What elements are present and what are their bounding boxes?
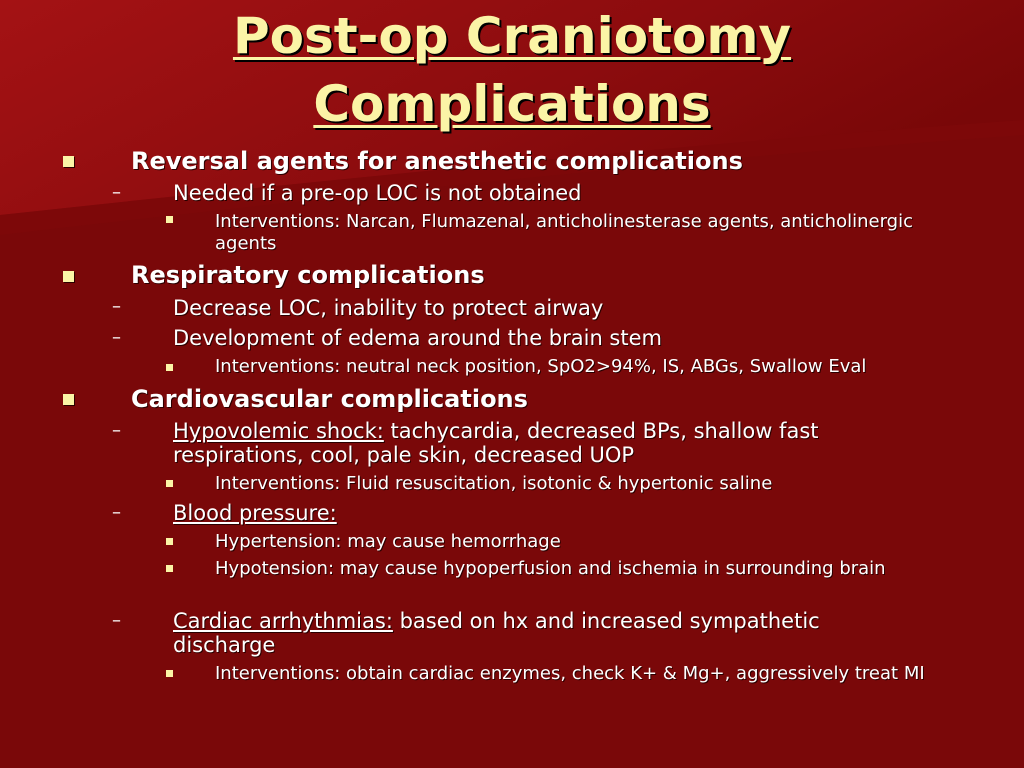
- square-bullet-icon: [63, 156, 74, 167]
- blood-pressure-label: Blood pressure:: [173, 501, 337, 525]
- dash-bullet-icon: –: [112, 502, 121, 523]
- dash-bullet-icon: –: [112, 420, 121, 441]
- dash-bullet-icon: –: [112, 296, 121, 317]
- hypovolemic-shock-label: Hypovolemic shock:: [173, 419, 384, 443]
- cardiac-arrhythmias-text: based on hx and increased sympathetic discharge: [173, 609, 820, 657]
- sub-sub-bullet-interventions-narcan: Interventions: Narcan, Flumazenal, anticholinesterase agents, anticholinergic agents: [215, 211, 913, 254]
- sub-sub-bullet-hypertension: Hypertension: may cause hemorrhage: [215, 531, 561, 552]
- sub-bullet-needed-if-loc: Needed if a pre-op LOC is not obtained: [173, 181, 582, 205]
- sub-sub-bullet-hypotension: Hypotension: may cause hypoperfusion and ischemia in surrounding brain: [215, 558, 886, 579]
- bullet-respiratory: Respiratory complications: [131, 261, 485, 289]
- sub-sub-bullet-interventions-neck: Interventions: neutral neck position, SpO2>94%, IS, ABGs, Swallow Eval: [215, 356, 867, 377]
- sub-bullet-blood-pressure: [173, 501, 893, 525]
- hypovolemic-shock-text: tachycardia, decreased BPs, shallow fast respirations, cool, pale skin, decreased UOP: [173, 419, 819, 467]
- sub-sub-bullet-cardiac-enzymes: Interventions: obtain cardiac enzymes, check K+ & Mg+, aggressively treat MI: [215, 663, 925, 684]
- small-square-bullet-icon: [166, 216, 173, 223]
- sub-bullet-cardiac-arrhythmias: [173, 609, 893, 657]
- small-square-bullet-icon: [166, 480, 173, 487]
- dash-bullet-icon: –: [112, 610, 121, 631]
- slide-title-line2: Complications: [313, 75, 711, 133]
- sub-bullet-hypovolemic-shock: [173, 419, 893, 467]
- square-bullet-icon: [63, 271, 74, 282]
- small-square-bullet-icon: [166, 538, 173, 545]
- sub-bullet-edema: Development of edema around the brain stem: [173, 326, 662, 350]
- dash-bullet-icon: –: [112, 182, 121, 203]
- bullet-reversal-agents: Reversal agents for anesthetic complications: [131, 147, 743, 175]
- dash-bullet-icon: –: [112, 327, 121, 348]
- small-square-bullet-icon: [166, 565, 173, 572]
- small-square-bullet-icon: [166, 364, 173, 371]
- cardiac-arrhythmias-label: Cardiac arrhythmias:: [173, 609, 393, 633]
- square-bullet-icon: [63, 394, 74, 405]
- sub-bullet-decrease-loc: Decrease LOC, inability to protect airway: [173, 296, 604, 320]
- bullet-cardiovascular: Cardiovascular complications: [131, 385, 528, 413]
- small-square-bullet-icon: [166, 670, 173, 677]
- slide-title-line1: Post-op Craniotomy: [232, 7, 792, 65]
- sub-sub-bullet-fluid-resuscitation: Interventions: Fluid resuscitation, isotonic & hypertonic saline: [215, 473, 773, 494]
